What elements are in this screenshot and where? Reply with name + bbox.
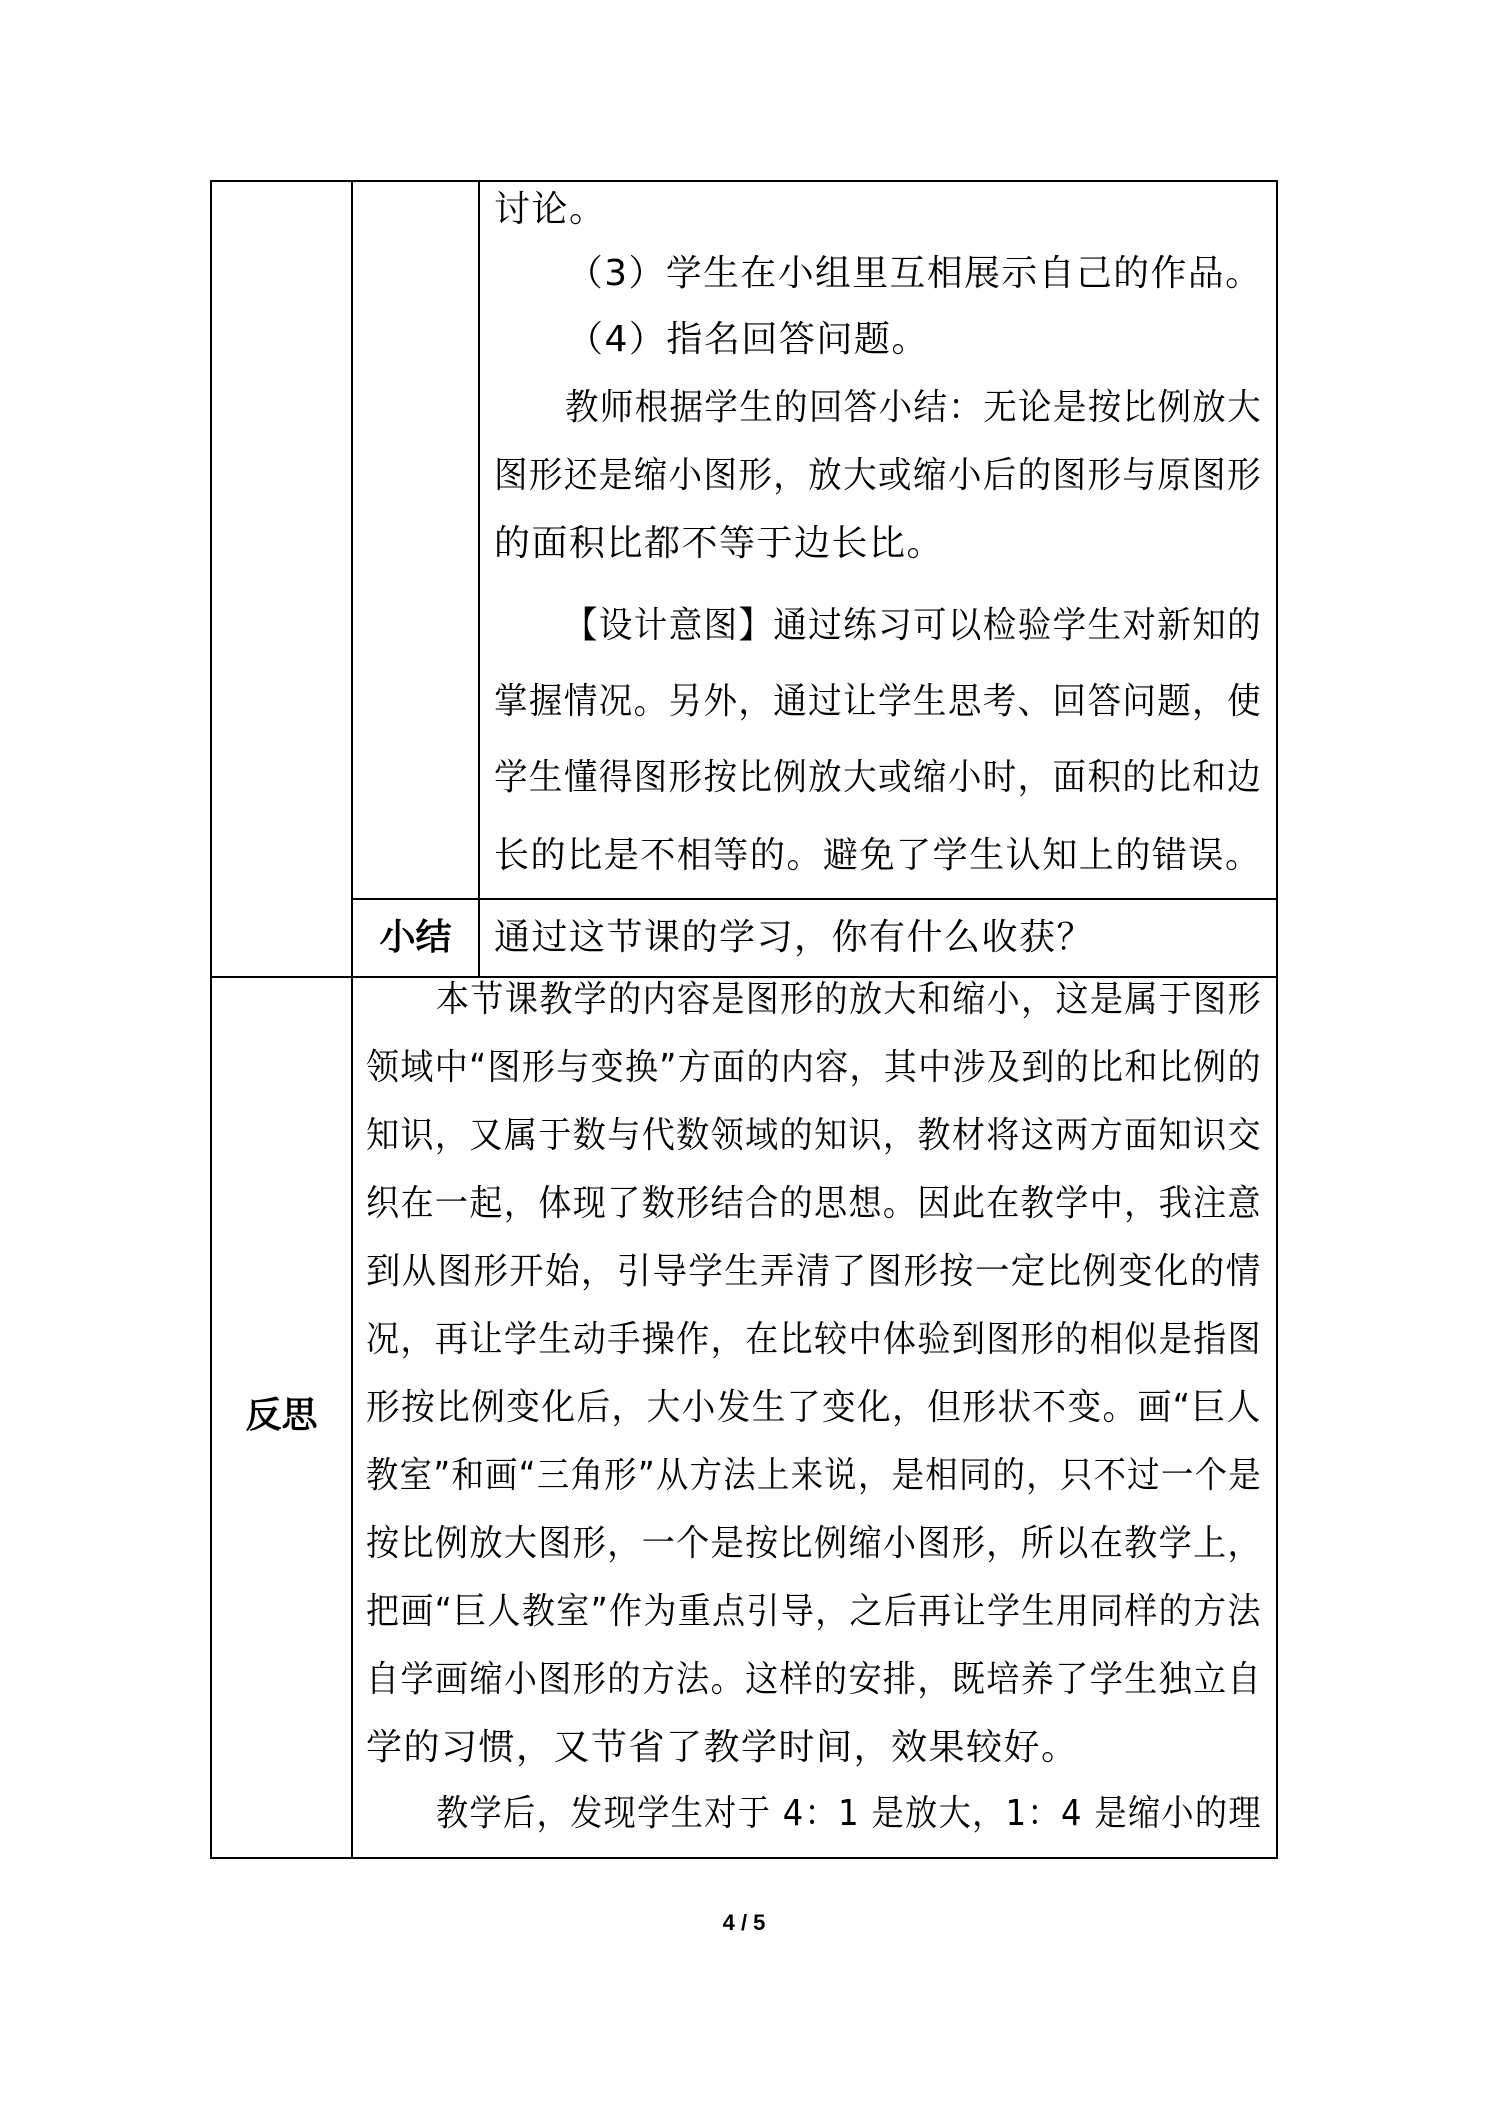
reflection-line: 把画“巨人教室”作为重点引导，之后再让学生用同样的方法 [366,1591,1262,1632]
reflection-line: 领域中“图形与变换”方面的内容，其中涉及到的比和比例的 [366,1047,1262,1088]
summary-text: 通过这节课的学习，你有什么收获？ [494,917,1095,958]
design-intent-line: 掌握情况。另外，通过让学生思考、回答问题，使 [494,681,1263,722]
table-border-right [1276,180,1278,1859]
table-border-col2 [478,180,480,978]
reflection-line: 织在一起，体现了数形结合的思想。因此在教学中，我注意 [366,1183,1263,1224]
process-line: 图形还是缩小图形，放大或缩小后的图形与原图形 [494,455,1263,496]
reflection-line: 自学画缩小图形的方法。这样的安排，既培养了学生独立自 [366,1659,1263,1700]
page-number: 4 / 5 [722,1910,766,1935]
process-line: 讨论。 [494,189,607,230]
process-line: （4）指名回答问题。 [567,319,929,360]
design-intent-line: 长的比是不相等的。避免了学生认知上的错误。 [494,835,1262,876]
design-intent-line: 学生懂得图形按比例放大或缩小时，面积的比和边 [494,757,1263,798]
table-border-summary-top [351,898,1278,900]
process-line: 教师根据学生的回答小结：无论是按比例放大 [565,387,1263,428]
table-border-reflection-top [210,976,1278,978]
reflection-line: 教学后，发现学生对于 4：1 是放大，1：4 是缩小的理 [436,1793,1262,1834]
reflection-line: 本节课教学的内容是图形的放大和缩小，这是属于图形 [436,979,1263,1020]
summary-label: 小结 [379,917,452,958]
process-line: 的面积比都不等于边长比。 [494,523,945,564]
reflection-line: 形按比例变化后，大小发生了变化，但形状不变。画“巨人 [366,1387,1262,1428]
reflection-label: 反思 [245,1395,318,1436]
process-line: （3）学生在小组里互相展示自己的作品。 [567,253,1263,294]
design-intent-line: 【设计意图】通过练习可以检验学生对新知的 [564,605,1263,646]
reflection-line: 况，再让学生动手操作，在比较中体验到图形的相似是指图 [366,1319,1263,1360]
table-border-left [210,180,212,1859]
reflection-line: 到从图形开始，引导学生弄清了图形按一定比例变化的情 [366,1251,1262,1292]
table-border-top [210,180,1278,182]
table-border-bottom [210,1857,1278,1859]
table-border-col1 [351,180,353,1859]
reflection-line: 按比例放大图形，一个是按比例缩小图形，所以在教学上， [366,1523,1263,1564]
reflection-line: 学的习惯，又节省了教学时间，效果较好。 [366,1727,1079,1768]
reflection-line: 知识，又属于数与代数领域的知识，教材将这两方面知识交 [366,1115,1263,1156]
reflection-line: 教室”和画“三角形”从方法上来说，是相同的，只不过一个是 [366,1455,1262,1496]
